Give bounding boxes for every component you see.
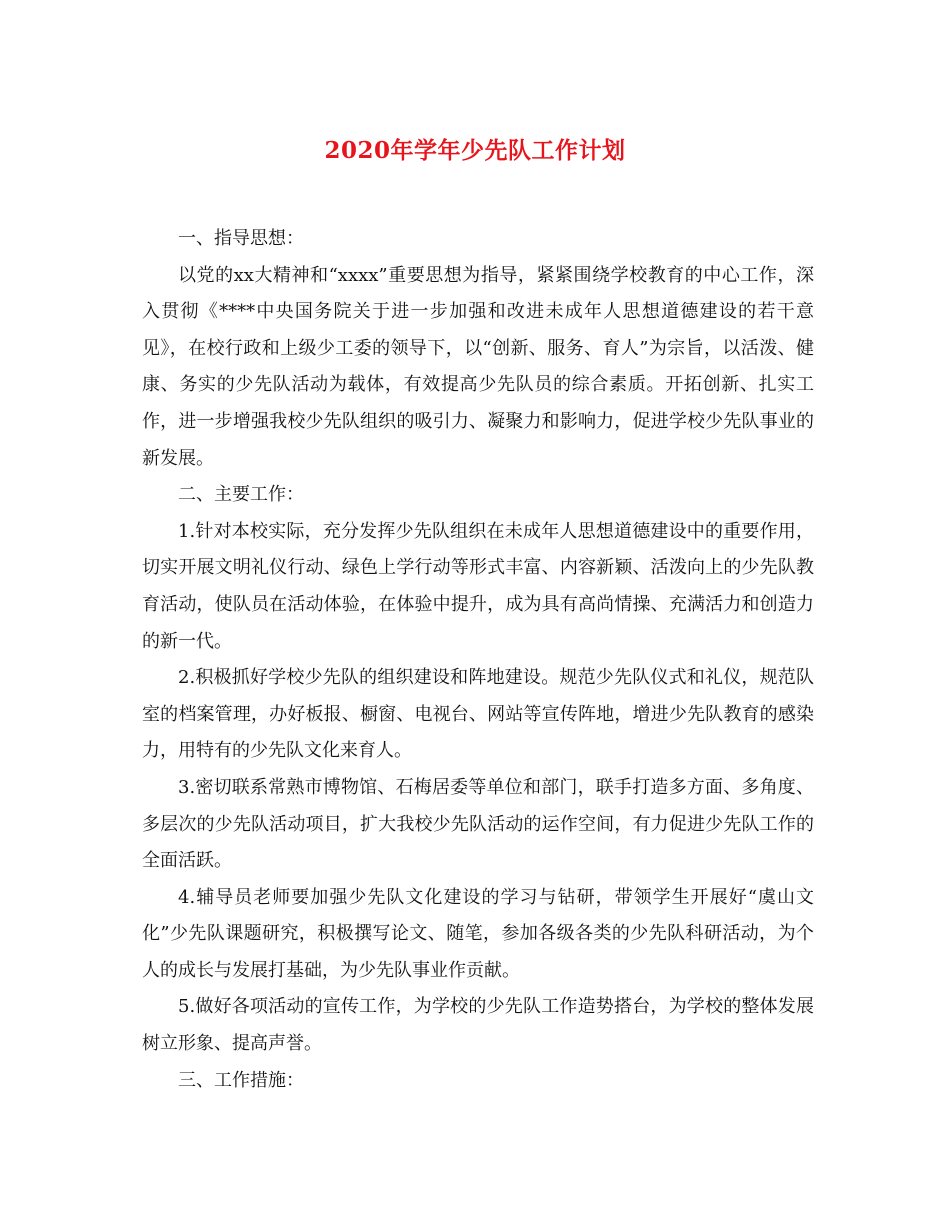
section-heading-main-work: 二、主要工作： <box>178 484 304 506</box>
section-heading-measures: 三、工作措施： <box>178 1069 304 1091</box>
list-item: 4.辅导员老师要加强少先队文化建设的学习与钻研，带领学生开展好“虞山文化”少先队课题研究，积极撰写论文、随笔，参加各级各类的少先队科研活动，为个人的成长与发展打基础，为少先队事业作贡献。 <box>142 886 814 981</box>
document-body <box>142 221 814 1099</box>
list-item: 1.针对本校实际，充分发挥少先队组织在未成年人思想道德建设中的重要作用，切实开展文明礼仪行动、绿色上学行动等形式丰富、内容新颖、活泼向上的少先队教育活动，使队员在活动体验，在体验中提升，成为具有高尚情操、充满活力和创造力的新一代。 <box>142 520 814 652</box>
section-heading-guiding-thought: 一、指导思想： <box>178 228 304 249</box>
list-item: 3.密切联系常熟市博物馆、石梅居委等单位和部门，联手打造多方面、多角度、多层次的少先队活动项目，扩大我校少先队活动的运作空间，有力促进少先队工作的全面活跃。 <box>142 776 814 872</box>
document-title: 2020年学年少先队工作计划 <box>324 137 626 164</box>
list-item: 2.积极抓好学校少先队的组织建设和阵地建设。规范少先队仪式和礼仪，规范队室的档案管理，办好板报、橱窗、电视台、网站等宣传阵地，增进少先队教育的感染力，用特有的少先队文化来育人。 <box>142 667 814 762</box>
paragraph-guiding-thought: 以党的xx大精神和“xxxx”重要思想为指导，紧紧围绕学校教育的中心工作，深入贯彻《****中央国务院关于进一步加强和改进未成年人思想道德建设的若干意见》，在校行政和上级少工委的领导下，以“创新、服务、育人”为宗旨，以活泼、健康、务实的少先队活动为载体，有效提高少先队员的综合素质。开拓创新、扎实工作，进一步增强我校少先队组织的吸引力、凝聚力和影响力，促进学校少先队事业的新发展。 <box>142 264 814 469</box>
list-item: 5.做好各项活动的宣传工作，为学校的少先队工作造势搭台，为学校的整体发展树立形象、提高声誉。 <box>142 996 814 1055</box>
